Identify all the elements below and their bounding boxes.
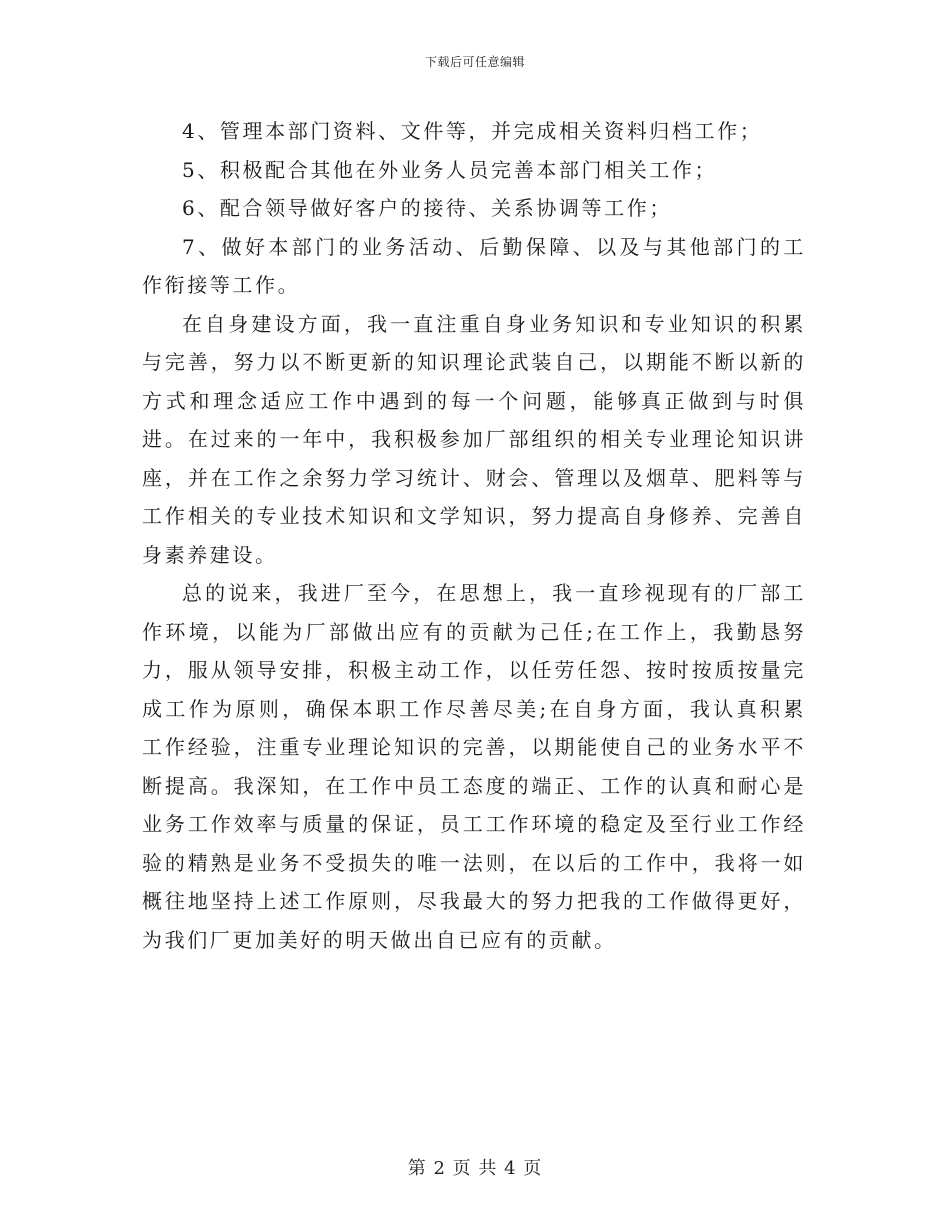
paragraph-item-7: 7、做好本部门的业务活动、后勤保障、以及与其他部门的工作衔接等工作。 [142, 234, 806, 297]
paragraph-item-5: 5、积极配合其他在外业务人员完善本部门相关工作； [182, 157, 718, 182]
document-body [142, 112, 806, 959]
paragraph-self-development: 在自身建设方面，我一直注重自身业务知识和专业知识的积累与完善，努力以不断更新的知识理论武装自己，以期能不断以新的方式和理念适应工作中遇到的每一个问题，能够真正做到与时俱进。在过来的一年中，我积极参加厂部组织的相关专业理论知识讲座，并在工作之余努力学习统计、财会、管理以及烟草、肥料等与工作相关的专业技术知识和文学知识，努力提高自身修养、完善自身素养建设。 [142, 311, 806, 567]
paragraph-item-4: 4、管理本部门资料、文件等，并完成相关资料归档工作； [182, 119, 763, 143]
paragraph-item-6: 6、配合领导做好客户的接待、关系协调等工作； [182, 196, 672, 220]
paragraph-summary: 总的说来，我进厂至今，在思想上，我一直珍视现有的厂部工作环境，以能为厂部做出应有的贡献为己任;在工作上，我勤恳努力，服从领导安排，积极主动工作，以任劳任怨、按时按质按量完成工作为原则，确保本职工作尽善尽美;在自身方面，我认真积累工作经验，注重专业理论知识的完善，以期能使自己的业务水平不断提高。我深知，在工作中员工态度的端正、工作的认真和耐心是业务工作效率与质量的保证，员工工作环境的稳定及至行业工作经验的精熟是业务不受损失的唯一法则，在以后的工作中，我将一如概往地坚持上述工作原则，尽我最大的努力把我的工作做得更好，为我们厂更加美好的明天做出自已应有的贡献。 [142, 581, 806, 952]
page-number-footer: 第 2 页 共 4 页 [407, 1158, 543, 1179]
page-header-note: 下载后可任意编辑 [424, 55, 525, 69]
